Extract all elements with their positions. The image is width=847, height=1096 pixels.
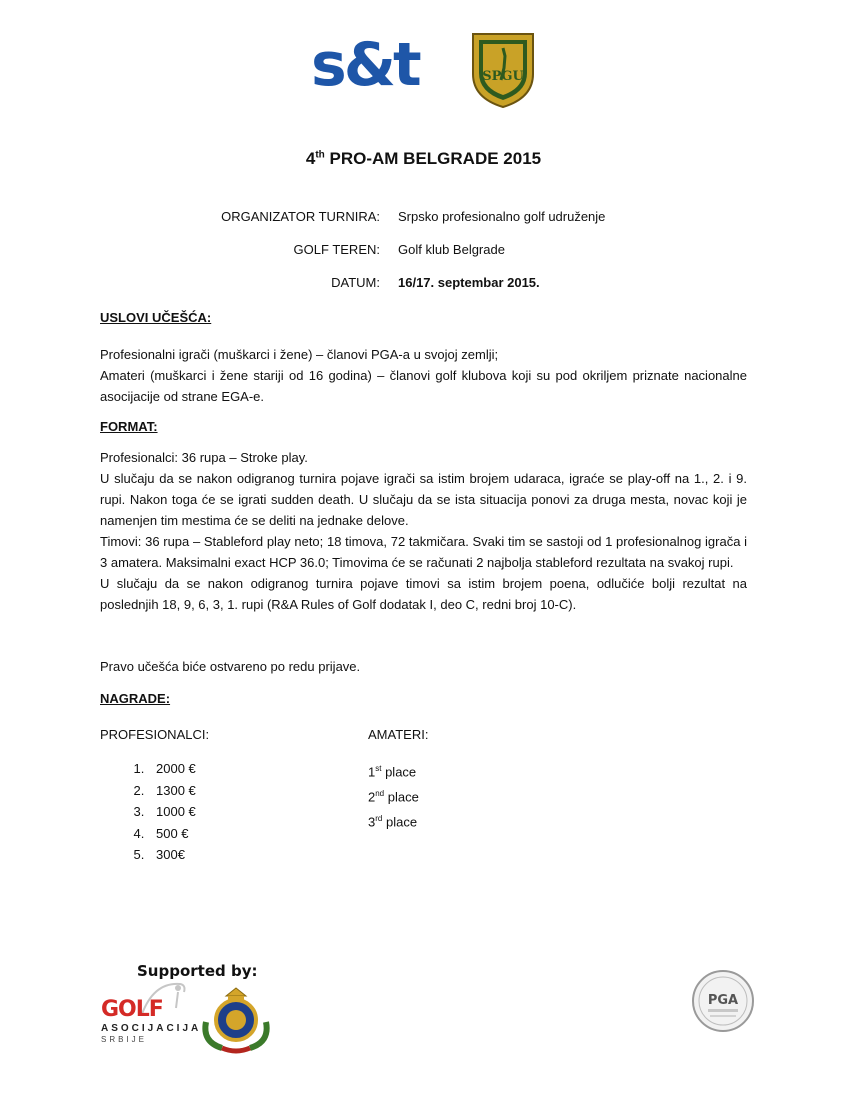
format-line: Timovi: 36 rupa – Stableford play neto; 18 timova, 72 takmičara. Svaki tim se sastoji od 1 profesionalnog igrača i 3 amatera. Maksimalni exact HCP 36.0; Timovima će se računati 2 najbolja stableford rezultata na svakoj rupi. — [100, 534, 747, 570]
registration-note: Pravo učešća biće ostvareno po redu prijave. — [100, 659, 361, 674]
st-logo: s&t — [311, 30, 419, 100]
conditions-line: Profesionalni igrači (muškarci i žene) – članovi PGA-a u svojoj zemlji; — [100, 347, 499, 362]
am-prizes-heading: AMATERI: — [368, 727, 429, 742]
list-item: 1. 2000 € — [148, 758, 196, 780]
format-line: Profesionalci: 36 rupa – Stroke play. — [100, 450, 308, 465]
pro-prizes-heading: PROFESIONALCI: — [100, 727, 210, 742]
list-item: 4. 500 € — [148, 823, 196, 845]
course-value: Golf klub Belgrade — [398, 242, 505, 257]
golf-association-logo-word: GOLF — [101, 997, 163, 1022]
golf-association-logo-line: SRBIJE — [101, 1035, 148, 1044]
organizer-value: Srpsko profesionalno golf udruženje — [398, 209, 606, 224]
am-prizes-list — [368, 758, 419, 832]
supported-by-label: Supported by: — [137, 962, 258, 980]
format-text — [100, 447, 747, 615]
pga-logo-text: PGA — [707, 993, 739, 1008]
list-item: 3rd place — [368, 813, 418, 829]
date-label: DATUM: — [331, 275, 380, 290]
spgu-logo-text: SPGU — [482, 69, 524, 84]
pro-prizes-list — [100, 758, 196, 866]
pga-logo-icon — [690, 968, 756, 1034]
federation-crest-icon — [198, 982, 274, 1054]
prizes-heading: NAGRADE: — [100, 691, 171, 706]
page-title: 4th PRO-AM BELGRADE 2015 — [305, 149, 542, 168]
list-item: 2nd place — [368, 788, 419, 805]
format-heading: FORMAT: — [100, 419, 158, 434]
spgu-shield-logo — [468, 28, 538, 110]
golf-association-logo-line: ASOCIJACIJA — [101, 1023, 202, 1034]
list-item: 3. 1000 € — [148, 801, 196, 823]
conditions-line: Amateri (muškarci i žene stariji od 16 godina) – članovi golf klubova koji su pod okriljem priznate nacionalne asocijacije od strane EGA-e. — [100, 368, 747, 404]
course-label: GOLF TEREN: — [293, 242, 380, 257]
list-item: 1st place — [368, 764, 417, 780]
list-item: 2. 1300 € — [148, 780, 196, 802]
list-item: 5. 300€ — [148, 844, 196, 866]
conditions-text — [100, 344, 747, 407]
date-value: 16/17. septembar 2015. — [398, 275, 540, 290]
format-line: U slučaju da se nakon odigranog turnira pojave timovi sa istim brojem poena, odlučiće bolji rezultat na poslednjih 18, 9, 6, 3, 1. rupi (R&A Rules of Golf dodatak I, deo C, redni broj 10-C). — [100, 576, 747, 612]
format-line: U slučaju da se nakon odigranog turnira pojave igrači sa istim brojem udaraca, igraće se play-off na 1., 2. i 9. rupi. Nakon toga će se igrati sudden death. U slučaju da se ista situacija ponovi za druga mesta, novac koji je namenjen tim mestima će se deliti na jednake delove. — [100, 471, 747, 528]
conditions-heading: USLOVI UČEŠĆA: — [100, 310, 212, 325]
organizer-label: ORGANIZATOR TURNIRA: — [221, 209, 380, 224]
